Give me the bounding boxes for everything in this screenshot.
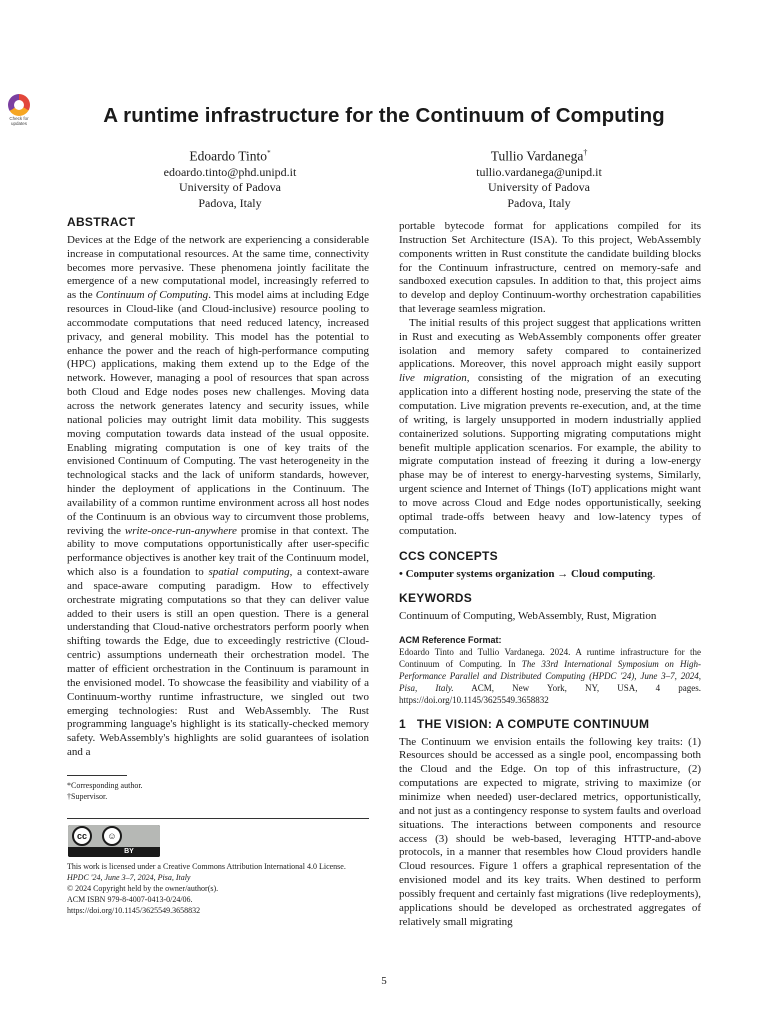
- cc-icon: cc: [72, 826, 92, 846]
- abstract-emphasis: write-once-run-anywhere: [124, 524, 237, 537]
- abstract-text: The initial results of this project suggest that applications written in Rust and executing as WebAssembly components offer greater isolation and memory safety compared to containerized applications. Moreover, this novel approach might easily support: [399, 316, 701, 371]
- section-1-text: The Continuum we envision entails the following key traits: (1) Resources should be accessed as a single pool, encompassing both the Cloud and the Edge. On top of this infrastructure, (2) computations are expected to migrate, striving to maximize (or minimize when needed) user-declared metrics, opportunistically, and not just as a contingency response to system faults and overload situations. The interactions between components and resource access (3) should be web-based, leveraging HTTP-and-above protocols, in a manner that resembles how Cloud providers handle Cloud resources. Figure 1 offers a graphical representation of the envisioned model and its key traits. When destined to perform possibly frequent and certainly fast migrations (live redeployments), applications should be developed as orchestrated aggregates of relatively small migrating: [399, 735, 701, 928]
- author-affiliation: University of Padova: [179, 180, 281, 194]
- author-location: Padova, Italy: [198, 195, 262, 210]
- author-name: Edoardo Tinto: [189, 148, 268, 164]
- paper-title: A runtime infrastructure for the Continuum of Computing: [103, 104, 665, 127]
- copyright-line: © 2024 Copyright held by the owner/author(s).: [67, 884, 219, 893]
- author-name: Tullio Vardanega: [490, 148, 584, 164]
- acm-ref-part: Edoardo Tinto and Tullio Vardanega. 2024. A runtime infrastructure for the Continuum of Computing. In: [399, 646, 701, 669]
- author-mark: *: [267, 149, 271, 157]
- cc-by-logo: [68, 825, 160, 857]
- author-block-1: [100, 145, 360, 211]
- license-block: [67, 861, 387, 916]
- footnote-supervisor: †Supervisor.: [67, 792, 108, 801]
- author-affiliation: University of Padova: [488, 180, 590, 194]
- author-location: Padova, Italy: [507, 195, 571, 210]
- abstract-emphasis: spatial computing: [208, 566, 290, 579]
- ccs-heading: CCS CONCEPTS: [399, 549, 498, 564]
- abstract-emphasis: live migration: [399, 372, 467, 385]
- right-column: [399, 220, 701, 929]
- abstract-text: promise in that context. The ability to move computations opportunistically after user-specific performance objectives is another key trait of the Continuum model, which also is a foundation to: [67, 524, 369, 579]
- cc-by-label: BY: [68, 847, 160, 857]
- isbn-line: ACM ISBN 979-8-4007-0413-0/24/06.: [67, 895, 193, 904]
- badge-label-2: updates: [10, 121, 27, 126]
- author-mark: †: [583, 148, 588, 157]
- attribution-icon: ☺: [102, 826, 122, 846]
- abstract-emphasis: Continuum of Computing: [95, 289, 209, 302]
- conference-line: [67, 872, 387, 883]
- footnote-rule: [67, 775, 127, 776]
- acm-reference-text: [399, 646, 701, 706]
- page-number: 5: [381, 975, 387, 987]
- abstract-paragraph-2: [399, 317, 701, 539]
- abstract-heading: ABSTRACT: [67, 215, 136, 229]
- abstract-text: , consisting of the migration of an executing application into a different hosting node, preserving the state of the computation. Live migration prevents re-execution, and, at the time of writing, is largely unsupported in modern industrially applied containerized solutions. Supporting migrating computations might benefit multiple application scenarios. For example, the ability to migrate computation instead of freezing it during a low-energy phase may be of interest to energy-harvesting systems, Similarly, urgent science and Internet of Things (IoT) applications might want to move across Cloud and Edge nodes opportunistically, seeking optimal trade-offs between heavy and low-latency types of computation.: [399, 372, 701, 537]
- acm-ref-venue: The 33rd International Symposium on High-Performance Parallel and Distributed Computing (HPDC '24), June 3–7, 2024, Pisa, Italy.: [399, 658, 701, 693]
- ccs-concept: • Computer systems organization → Cloud computing: [399, 568, 653, 581]
- acm-reference: [399, 634, 701, 706]
- ccs-item: [399, 568, 701, 582]
- author-email: edoardo.tinto@phd.unipd.it: [163, 164, 297, 179]
- author-email: tullio.vardanega@unipd.it: [476, 164, 602, 179]
- ccs-end: .: [652, 568, 656, 581]
- left-column: [67, 216, 369, 760]
- conference-text: HPDC '24, June 3–7, 2024, Pisa, Italy: [67, 873, 191, 882]
- acm-reference-heading: ACM Reference Format:: [399, 634, 502, 645]
- license-line: This work is licensed under a Creative Commons Attribution International 4.0 License.: [67, 862, 346, 871]
- doi-link[interactable]: https://doi.org/10.1145/3625549.3658832: [67, 906, 201, 915]
- keywords-heading: KEYWORDS: [399, 591, 473, 606]
- abstract-continued: portable bytecode format for applications compiled for its Instruction Set Architecture (ISA). To this project, WebAssembly components written in Rust constitute the candidate building blocks for the Continuum infrastructure, centred on memory-safe and sandboxed execution capsules. In addition to that, this project aims to develop and deploy Continuum-worthy orchestration capabilities that leverage seamless migration.: [399, 220, 701, 316]
- abstract-text: . This model aims at including Edge resources in Cloud-like (and Cloud-inclusive) resource pooling to accommodate computations that need reduced latency, increased privacy, and general mobility. This model has the potential to enhance the power and the reach of high-performance computing (HPC) applications, making them extend up to the Edge of the network. However, managing a pool of resources that span across both Cloud and Edge nodes poses new challenges. Moving data across the network generates latency and security issues, while national policies may outright limit data mobility. This suggests moving computation towards data instead of the usual opposite. Enabling migrating computation is one of key traits of the envisioned Continuum of Computing. The vast heterogeneity in the technological stacks and the lack of uniform standards, however, hinder the deployment of applications in the Continuum. The availability of a common runtime environment across all host nodes of the Continuum is an obvious way to circumvent those problems, reviving the: [67, 289, 370, 537]
- abstract-text: , a context-aware and space-aware computing paradigm. How to effectively orchestrate migrating computations so that they can deliver value added to their users is still an open question. There is a general understanding that Cloud-native orchestrators perform poorly when shifting towards the Edge, due to exceedingly restrictive (Cloud-centric) assumptions underneath their orchestration model. The matter of efficient orchestration in the Continuum is paramount in the envisioned model. To showcase the feasibility and viability of a Continuum-worthy runtime infrastructure, we singled out two emerging technologies: Rust and WebAssembly. The Rust programming language's highlight is its statically-checked memory safety. WebAssembly's highlights are solid guarantees of isolation and a: [67, 566, 369, 759]
- license-rule: [67, 818, 369, 819]
- footnote-corresponding: *Corresponding author.: [67, 781, 143, 790]
- keywords-text: Continuum of Computing, WebAssembly, Rust, Migration: [399, 609, 657, 622]
- author-block-2: [409, 145, 669, 211]
- acm-ref-part: ACM, New York, NY, USA, 4 pages. https://doi.org/10.1145/3625549.3658832: [399, 682, 701, 705]
- footnotes: [67, 780, 369, 802]
- abstract-paragraph: [67, 234, 369, 760]
- badge-label-1: Check for: [9, 116, 29, 121]
- section-1-heading: 1 THE VISION: A COMPUTE CONTINUUM: [399, 716, 650, 731]
- abstract-text: Devices at the Edge of the network are experiencing a considerable increase in computational resources. At the same time, connectivity becomes more pervasive. These phenomena jointly facilitate the emergence of a new computational model, increasingly referred to as the: [67, 233, 369, 302]
